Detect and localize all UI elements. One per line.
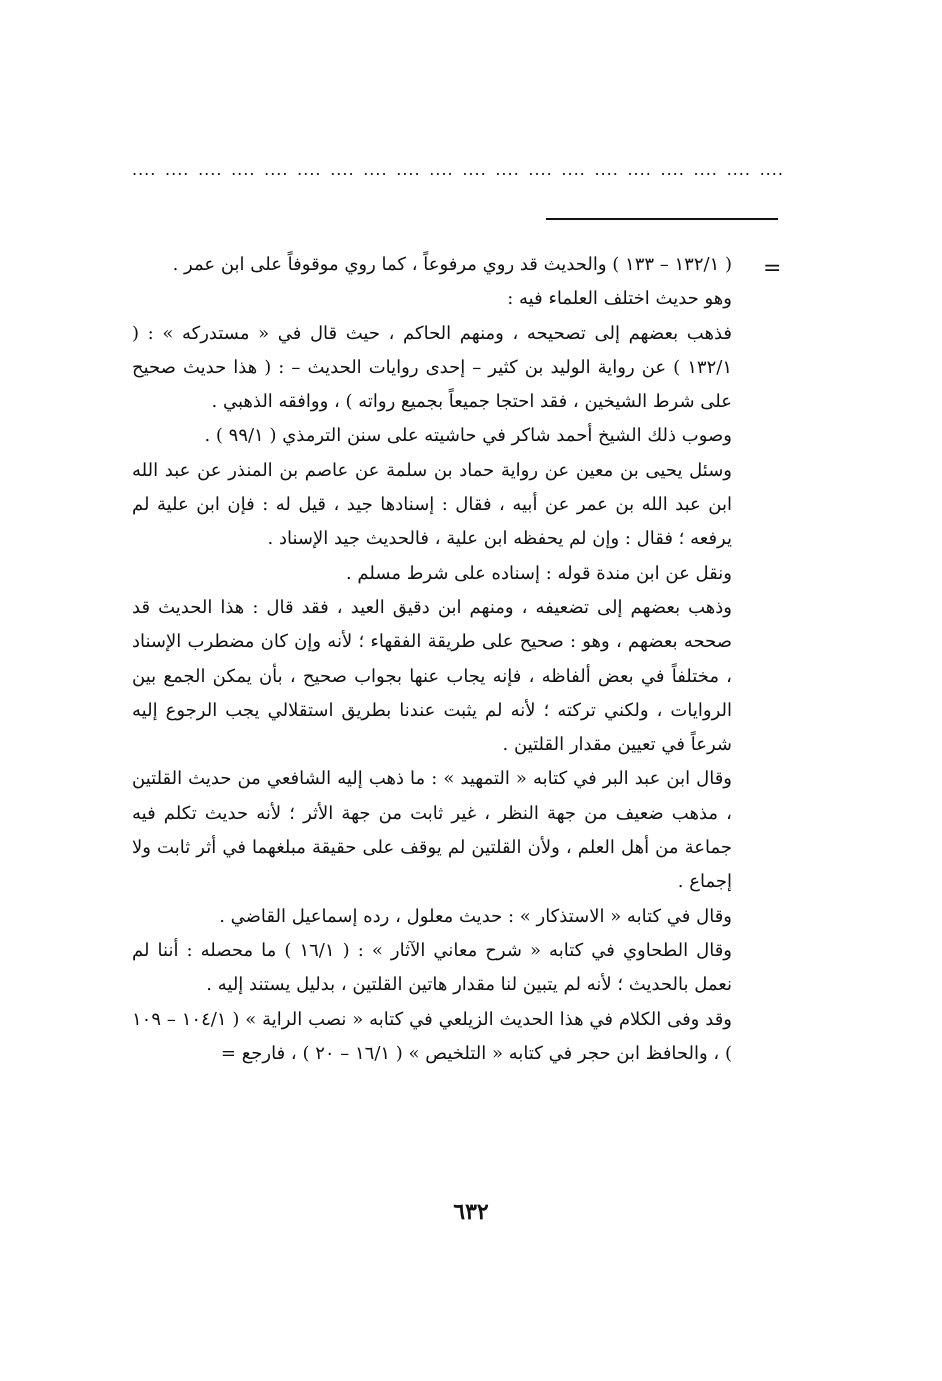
paragraph: وذهب بعضهم إلى تضعيفه ، ومنهم ابن دقيق العيد ، فقد قال : هذا الحديث قد صححه بعضهم ، وهو : صحيح على طريقة الفقهاء ؛ لأنه وإن كان مضطرب الإسناد ، مختلفاً في بعض ألفاظه ، فإنه يجاب عنها بجواب صحيح ، بأن يمكن الجمع بين الروايات ، ولكني تركته ؛ لأنه لم يثبت عندنا بطريق استقلالي يجب الرجوع إليه شرعاً في تعيين مقدار القلتين . <box>132 596 732 756</box>
separator-dot-group: .... <box>561 160 586 179</box>
paragraph: وهو حديث اختلف العلماء فيه : <box>507 288 732 310</box>
paragraph: وسئل يحيى بن معين عن رواية حماد بن سلمة عن عاصم بن المنذر عن عبد الله ابن عبد الله بن عمر عن أبيه ، فقال : إسنادها جيد ، قيل له : فإن ابن علية لم يرفعه ؛ فقال : وإن لم يحفظه ابن علية ، فالحديث جيد الإسناد . <box>132 459 732 550</box>
paragraph: ونقل عن ابن مندة قوله : إسناده على شرط مسلم . <box>345 562 732 584</box>
separator-dot-group: .... <box>726 160 751 179</box>
separator-dot-group: .... <box>363 160 388 179</box>
separator-dot-group: .... <box>330 160 355 179</box>
separator-dot-group: .... <box>627 160 652 179</box>
separator-dot-group: .... <box>462 160 487 179</box>
separator-dot-group: .... <box>495 160 520 179</box>
separator-dot-group: .... <box>165 160 190 179</box>
separator-dot-group: .... <box>759 160 784 179</box>
paragraph: وصوب ذلك الشيخ أحمد شاكر في حاشيته على سنن الترمذي ( ٩٩/١ ) . <box>204 425 732 447</box>
paragraph: وقال ابن عبد البر في كتابه « التمهيد » : ما ذهب إليه الشافعي من حديث القلتين ، مذهب ضعيف من جهة النظر ، غير ثابت من جهة الأثر ؛ لأنه حديث تكلم فيه جماعة من أهل العلم ، ولأن القلتين لم يوقف على حقيقة مبلغهما في أثر ثابت ولا إجماع . <box>132 768 732 893</box>
separator-dot-group: .... <box>297 160 322 179</box>
separator-dot-group: .... <box>396 160 421 179</box>
separator-dot-group: .... <box>132 160 157 179</box>
paragraph: وقال الطحاوي في كتابه « شرح معاني الآثار » : ( ١٦/١ ) ما محصله : أننا لم نعمل بالحديث ؛ لأنه لم يتبين لنا مقدار هاتين القلتين ، بدليل يستند إليه . <box>132 939 732 996</box>
paragraph: ( ١٣٢/١ – ١٣٣ ) والحديث قد روي مرفوعاً ، كما روي موقوفاً على ابن عمر . <box>172 254 732 275</box>
paragraph: فذهب بعضهم إلى تصحيحه ، ومنهم الحاكم ، حيث قال في « مستدركه » : ( ١٣٢/١ ) عن رواية الوليد بن كثير – إحدى روايات الحديث – : ( هذا حديث صحيح على شرط الشيخين ، فقد احتجا جميعاً بجميع رواته ) ، ووافقه الذهبي . <box>132 322 732 413</box>
separator-dot-group: .... <box>264 160 289 179</box>
separator-dot-group: .... <box>594 160 619 179</box>
separator-dot-group: .... <box>693 160 718 179</box>
paragraph: وقد وفى الكلام في هذا الحديث الزيلعي في كتابه « نصب الراية » ( ١٠٤/١ – ١٠٩ ) ، والحافظ ابن حجر في كتابه « التلخيص » ( ١٦/١ – ٢٠ ) ، فارجع = <box>132 1008 732 1064</box>
separator-dots <box>132 160 784 180</box>
separator-dot-group: .... <box>198 160 223 179</box>
continuation-mark: = <box>763 256 782 281</box>
footnote-rule <box>546 218 778 220</box>
separator-dot-group: .... <box>528 160 553 179</box>
separator-dot-group: .... <box>429 160 454 179</box>
footnote-body <box>132 248 732 1071</box>
separator-dot-group: .... <box>231 160 256 179</box>
page-number: ٦٣٢ <box>453 1199 489 1225</box>
paragraph: وقال في كتابه « الاستذكار » : حديث معلول ، رده إسماعيل القاضي . <box>219 905 732 927</box>
separator-dot-group: .... <box>660 160 685 179</box>
